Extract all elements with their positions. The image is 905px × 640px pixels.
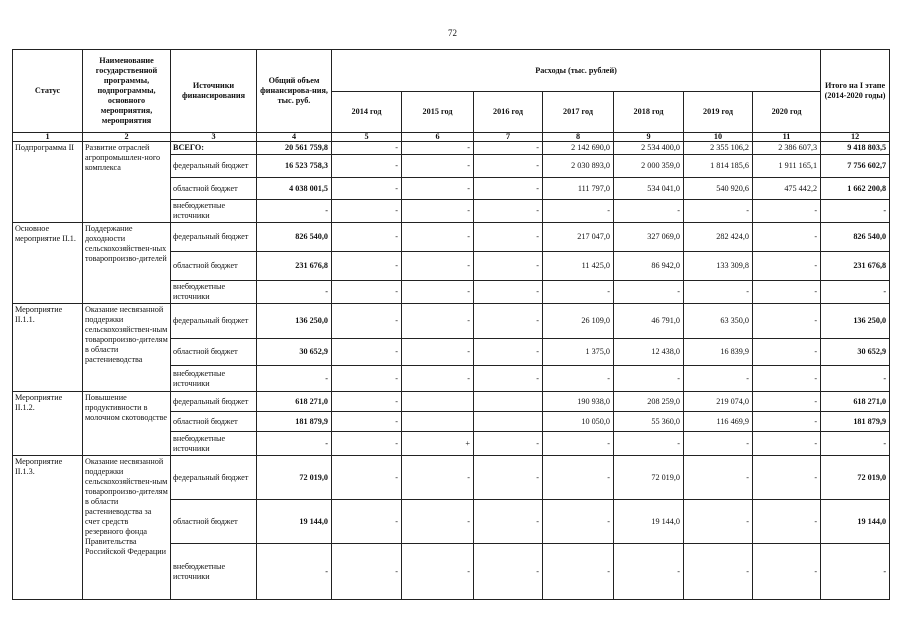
row-year-value [402,412,474,432]
row-year-value: 86 942,0 [614,252,684,281]
row-year-value: 1 375,0 [543,339,614,366]
row-total: 30 652,9 [257,339,332,366]
row-year-value: - [402,223,474,252]
column-index: 7 [474,133,543,142]
row-total: - [257,366,332,392]
row-year-value: 282 424,0 [684,223,753,252]
table-row [13,142,890,155]
row-total: 231 676,8 [257,252,332,281]
row-year-value: - [614,544,684,600]
row-year-value: - [402,456,474,500]
row-source: внебюджетные источники [171,544,257,600]
row-year-value: - [614,281,684,304]
row-year-value: - [753,223,821,252]
row-name: Оказание несвязанной поддержки сельскохозяйствен-ным товаропроизво-дителям в области растениеводства [83,304,171,392]
row-source: ВСЕГО: [171,142,257,155]
row-total: 72 019,0 [257,456,332,500]
row-year-value: - [614,366,684,392]
row-year-value: - [332,456,402,500]
row-year-value: - [402,544,474,600]
row-year-value: - [753,281,821,304]
row-stage-total: - [821,200,890,223]
row-year-value: 10 050,0 [543,412,614,432]
row-year-value: + [402,432,474,456]
row-year-value: - [543,366,614,392]
row-year-value: - [543,500,614,544]
row-source: внебюджетные источники [171,432,257,456]
row-total: 181 879,9 [257,412,332,432]
row-year-value: - [332,223,402,252]
row-year-value: - [402,366,474,392]
row-year-value: 26 109,0 [543,304,614,339]
header-year: 2018 год [614,92,684,133]
row-year-value: - [474,544,543,600]
row-year-value: 327 069,0 [614,223,684,252]
row-total: 20 561 759,8 [257,142,332,155]
row-year-value: 2 355 106,2 [684,142,753,155]
row-year-value: 217 047,0 [543,223,614,252]
row-year-value: 540 920,6 [684,178,753,200]
row-year-value: 133 309,8 [684,252,753,281]
row-year-value: - [332,392,402,412]
column-index: 3 [171,133,257,142]
row-source: внебюджетные источники [171,366,257,392]
header-stage-total: Итого на I этапе (2014-2020 годы) [821,50,890,133]
header-total: Общий объем финансирова-ния, тыс. руб. [257,50,332,133]
row-year-value: - [543,200,614,223]
row-year-value: 63 350,0 [684,304,753,339]
row-name: Развитие отраслей агропромышлен-ного комплекса [83,142,171,223]
row-status: Мероприятие II.1.1. [13,304,83,392]
row-year-value: 1 911 165,1 [753,155,821,178]
row-total: 16 523 758,3 [257,155,332,178]
row-year-value: 111 797,0 [543,178,614,200]
page-number: 72 [448,28,457,38]
row-year-value: - [332,366,402,392]
row-year-value: - [332,252,402,281]
row-year-value: - [684,366,753,392]
header-year: 2016 год [474,92,543,133]
header-name: Наименование государственной программы, подпрограммы, основного мероприятия, мероприятия [83,50,171,133]
row-stage-total: 9 418 803,5 [821,142,890,155]
row-year-value: - [543,432,614,456]
row-year-value: 2 030 893,0 [543,155,614,178]
row-year-value: - [332,339,402,366]
row-year-value: 55 360,0 [614,412,684,432]
row-year-value: - [332,281,402,304]
row-source: федеральный бюджет [171,223,257,252]
column-index: 11 [753,133,821,142]
column-index: 12 [821,133,890,142]
row-stage-total: - [821,432,890,456]
row-year-value: - [474,500,543,544]
row-stage-total: 826 540,0 [821,223,890,252]
row-total: - [257,200,332,223]
row-year-value: - [474,142,543,155]
row-total: 826 540,0 [257,223,332,252]
row-total: 4 038 001,5 [257,178,332,200]
column-index: 5 [332,133,402,142]
header-year: 2014 год [332,92,402,133]
row-year-value: 2 142 690,0 [543,142,614,155]
row-year-value: 12 438,0 [614,339,684,366]
row-year-value: - [614,432,684,456]
column-index: 1 [13,133,83,142]
row-source: федеральный бюджет [171,456,257,500]
row-status: Мероприятие II.1.3. [13,456,83,600]
row-year-value: - [474,456,543,500]
row-stage-total: - [821,544,890,600]
row-year-value: - [753,456,821,500]
row-year-value: - [684,432,753,456]
row-stage-total: 181 879,9 [821,412,890,432]
column-index: 6 [402,133,474,142]
row-year-value [402,392,474,412]
row-stage-total: 30 652,9 [821,339,890,366]
row-year-value: 16 839,9 [684,339,753,366]
column-index: 8 [543,133,614,142]
row-year-value: - [402,178,474,200]
row-source: внебюджетные источники [171,200,257,223]
row-name: Повышение продуктивности в молочном скотоводстве [83,392,171,456]
row-name: Оказание несвязанной поддержки сельскохозяйствен-ным товаропроизво-дителям в области растениеводства за счет средств резервного фонда Правительства Российской Федерации [83,456,171,600]
row-year-value: - [474,304,543,339]
row-year-value: - [332,432,402,456]
row-year-value: - [474,223,543,252]
row-source: внебюджетные источники [171,281,257,304]
row-year-value: - [332,412,402,432]
header-year: 2019 год [684,92,753,133]
row-year-value: 11 425,0 [543,252,614,281]
row-total: - [257,432,332,456]
row-year-value: - [332,200,402,223]
header-year: 2017 год [543,92,614,133]
row-year-value: - [474,200,543,223]
row-year-value: - [753,544,821,600]
row-year-value: - [474,432,543,456]
column-index: 10 [684,133,753,142]
row-year-value: - [614,200,684,223]
row-status: Мероприятие II.1.2. [13,392,83,456]
row-stage-total: 19 144,0 [821,500,890,544]
row-source: областной бюджет [171,252,257,281]
row-year-value: - [684,200,753,223]
row-stage-total: 72 019,0 [821,456,890,500]
row-year-value: - [332,304,402,339]
financing-table [12,49,890,600]
row-status: Подпрограмма II [13,142,83,223]
row-year-value: 475 442,2 [753,178,821,200]
row-name: Поддержание доходности сельскохозяйствен-ных товаропроизво-дителей [83,223,171,304]
row-total: - [257,281,332,304]
row-year-value: - [753,339,821,366]
row-year-value: - [332,155,402,178]
header-year: 2015 год [402,92,474,133]
row-year-value: - [684,500,753,544]
row-year-value: - [474,155,543,178]
row-year-value: - [474,281,543,304]
row-year-value: 19 144,0 [614,500,684,544]
row-year-value: - [753,500,821,544]
row-year-value: 46 791,0 [614,304,684,339]
table-row [13,456,890,500]
row-stage-total: 618 271,0 [821,392,890,412]
header-status: Статус [13,50,83,133]
row-year-value: - [402,500,474,544]
row-year-value: - [474,252,543,281]
row-source: федеральный бюджет [171,155,257,178]
row-year-value: - [332,500,402,544]
column-index: 9 [614,133,684,142]
column-index: 4 [257,133,332,142]
row-year-value: 2 000 359,0 [614,155,684,178]
row-stage-total: 1 662 200,8 [821,178,890,200]
row-stage-total: - [821,281,890,304]
row-year-value: 190 938,0 [543,392,614,412]
row-year-value: - [753,252,821,281]
row-year-value: - [543,544,614,600]
row-year-value: - [474,178,543,200]
table-row [13,392,890,412]
row-year-value: 208 259,0 [614,392,684,412]
row-total: - [257,544,332,600]
table-row [13,223,890,252]
header-year: 2020 год [753,92,821,133]
row-year-value: - [753,200,821,223]
row-source: областной бюджет [171,500,257,544]
row-year-value: - [474,366,543,392]
row-year-value: - [753,392,821,412]
row-year-value: 1 814 185,6 [684,155,753,178]
row-year-value: - [753,304,821,339]
row-year-value: - [753,412,821,432]
header-source: Источники финансирования [171,50,257,133]
row-year-value: - [402,339,474,366]
column-index: 2 [83,133,171,142]
row-year-value: 72 019,0 [614,456,684,500]
row-year-value: - [402,304,474,339]
row-source: областной бюджет [171,178,257,200]
row-stage-total: 7 756 602,7 [821,155,890,178]
row-year-value: - [402,252,474,281]
row-year-value: 534 041,0 [614,178,684,200]
row-stage-total: 136 250,0 [821,304,890,339]
row-year-value: - [474,339,543,366]
row-year-value: - [684,456,753,500]
row-year-value [474,392,543,412]
row-year-value: - [332,142,402,155]
row-stage-total: - [821,366,890,392]
row-year-value: 219 074,0 [684,392,753,412]
row-year-value: - [684,281,753,304]
row-source: областной бюджет [171,339,257,366]
row-year-value: - [753,432,821,456]
row-year-value: 2 386 607,3 [753,142,821,155]
row-status: Основное мероприятие II.1. [13,223,83,304]
row-year-value: - [402,142,474,155]
row-source: областной бюджет [171,412,257,432]
row-total: 136 250,0 [257,304,332,339]
row-year-value: - [753,366,821,392]
row-year-value: - [332,544,402,600]
row-total: 618 271,0 [257,392,332,412]
header-expenses: Расходы (тыс. рублей) [332,50,821,92]
row-year-value: - [402,281,474,304]
row-stage-total: 231 676,8 [821,252,890,281]
row-year-value: - [684,544,753,600]
row-year-value: - [402,155,474,178]
row-year-value: - [543,281,614,304]
row-year-value [474,412,543,432]
row-year-value: - [543,456,614,500]
row-total: 19 144,0 [257,500,332,544]
row-source: федеральный бюджет [171,304,257,339]
row-year-value: - [402,200,474,223]
row-year-value: - [332,178,402,200]
row-year-value: 2 534 400,0 [614,142,684,155]
table-row [13,304,890,339]
row-source: федеральный бюджет [171,392,257,412]
row-year-value: 116 469,9 [684,412,753,432]
